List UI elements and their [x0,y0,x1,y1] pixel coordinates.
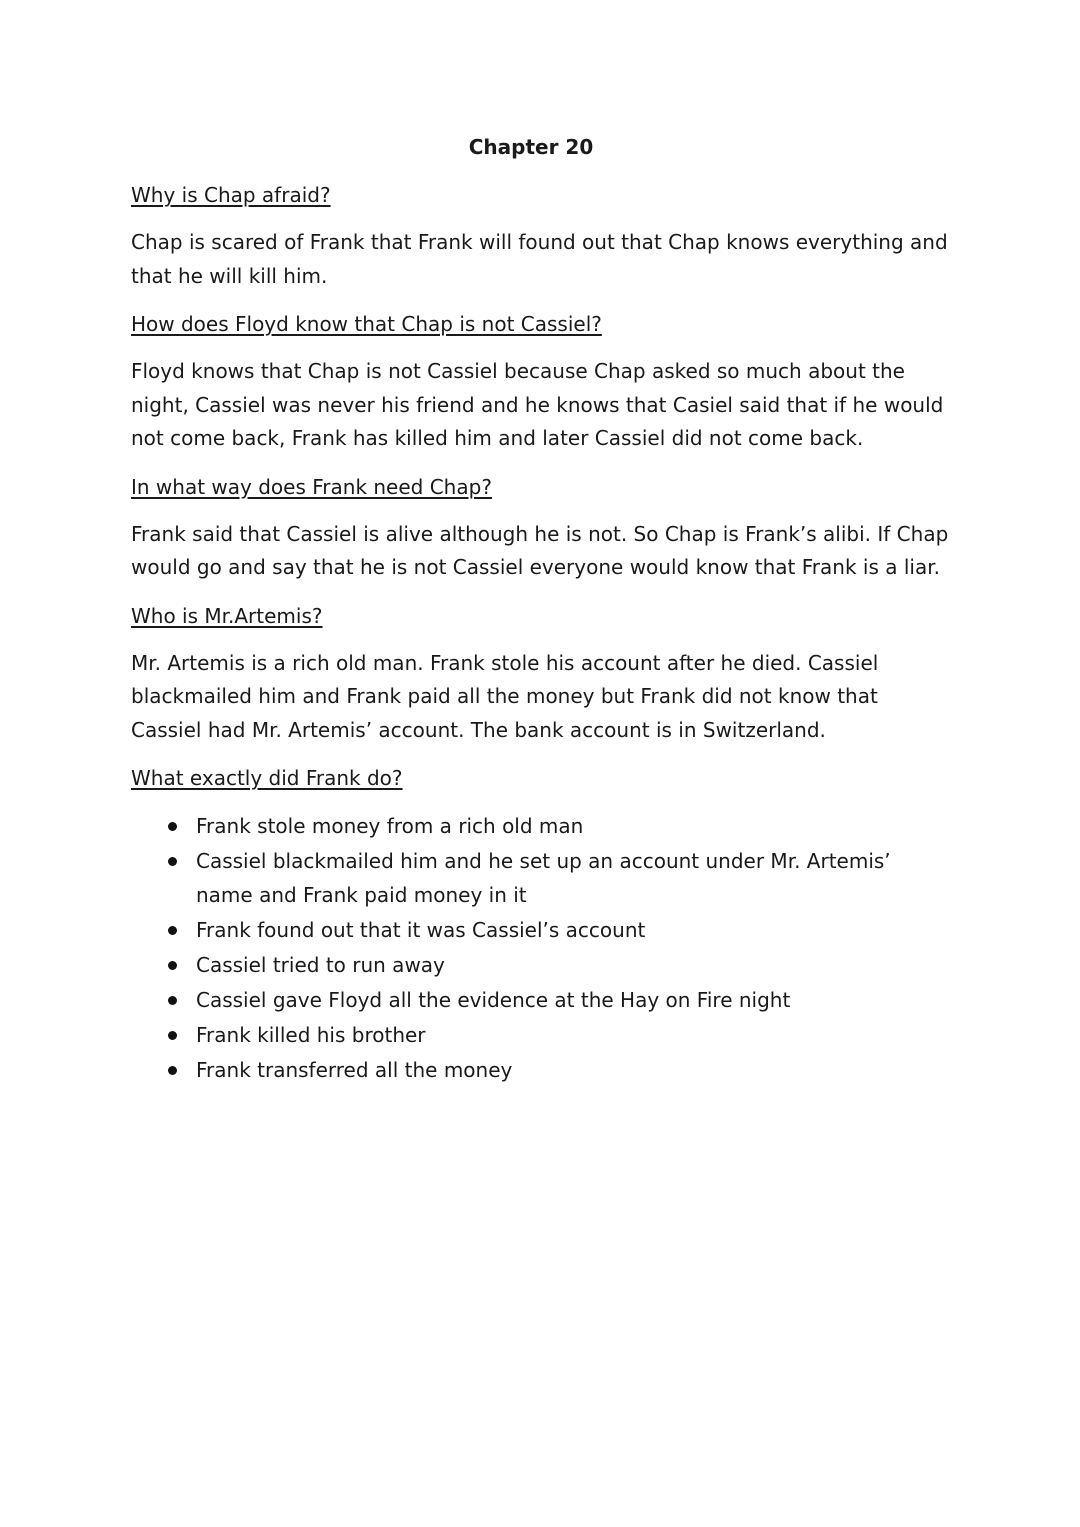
bullet-text: Frank killed his brother [196,1023,426,1047]
bullet-dot-icon [168,996,177,1005]
question-3: In what way does Frank need Chap? [131,474,492,499]
question-1: Why is Chap afraid? [131,183,331,207]
bullet-text: Cassiel tried to run away [196,953,445,977]
document-page [131,130,951,1088]
question-4: Who is Mr.Artemis? [131,603,323,628]
bullet-dot-icon [168,961,177,970]
bullet-text: Cassiel gave Floyd all the evidence at the Hay on Fire night [196,988,791,1012]
bullet-item [196,844,951,912]
question-2: How does Floyd know that Chap is not Cassiel? [131,312,602,336]
answer-2: Floyd knows that Chap is not Cassiel because Chap asked so much about the night, Cassiel was never his friend and he knows that Casiel said that if he would not come back, Frank has killed him and later Cassiel did not come back. [131,359,944,450]
bullet-item [196,983,951,1017]
bullet-text: Cassiel blackmailed him and he set up an account under Mr. Artemis’ name and Frank paid money in it [196,849,891,907]
bullet-dot-icon [168,926,177,935]
bullet-item [196,1053,951,1087]
bullet-dot-icon [168,822,177,831]
bullet-text: Frank stole money from a rich old man [196,814,584,838]
bullet-dot-icon [168,857,177,866]
bullet-text: Frank transferred all the money [196,1058,513,1082]
bullet-text: Frank found out that it was Cassiel’s account [196,918,646,942]
bullet-dot-icon [168,1066,177,1075]
answer-3: Frank said that Cassiel is alive although he is not. So Chap is Frank’s alibi. If Chap would go and say that he is not Cassiel everyone would know that Frank is a liar. [131,521,949,579]
bullet-dot-icon [168,1031,177,1040]
answer-1: Chap is scared of Frank that Frank will found out that Chap knows everything and that he will kill him. [131,230,948,288]
question-5: What exactly did Frank do? [131,766,403,790]
bullet-item [196,913,951,947]
bullet-item [196,809,951,843]
chapter-title: Chapter 20 [468,135,594,159]
bullet-item [196,1018,951,1052]
bullet-item [196,948,951,982]
answer-4: Mr. Artemis is a rich old man. Frank stole his account after he died. Cassiel blackmailed him and Frank paid all the money but Frank did not know that Cassiel had Mr. Artemis’ account. The bank account is in Switzerland. [131,650,879,742]
answer-5-bullet-list [131,809,951,1087]
